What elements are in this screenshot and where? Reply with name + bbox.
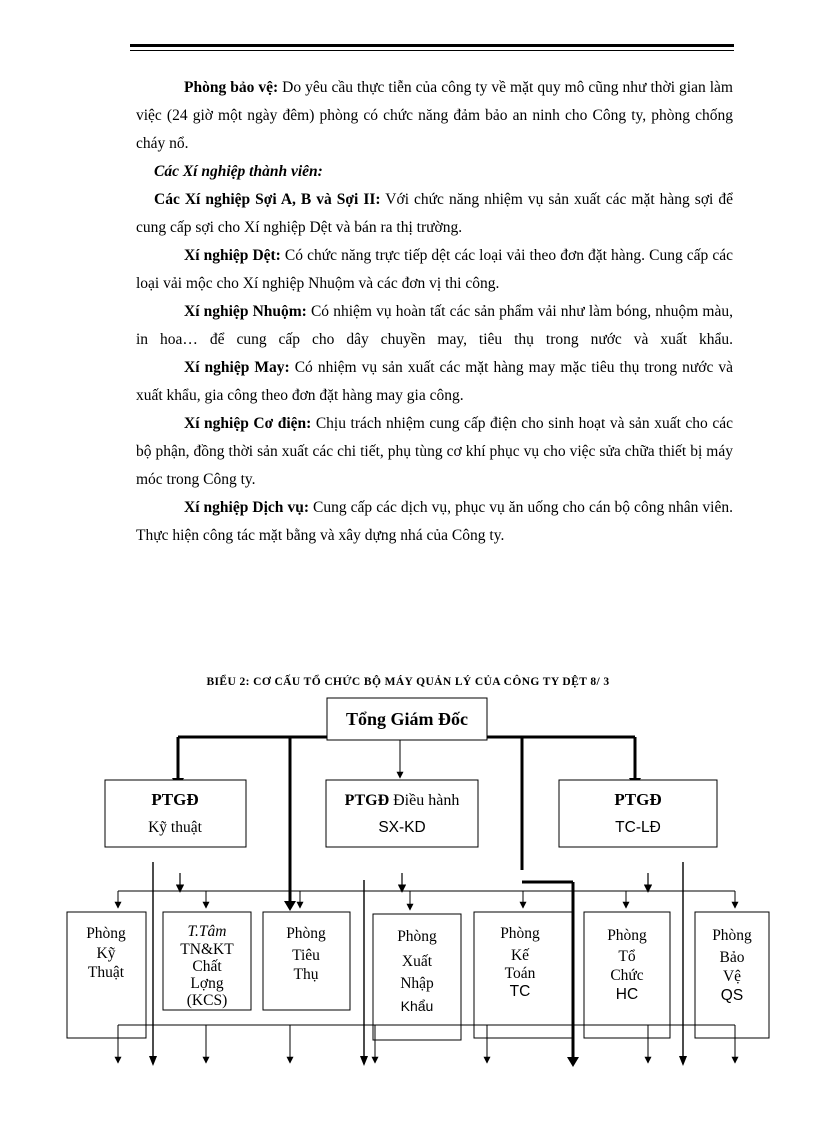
dept-line: Vệ [722,968,742,985]
deputy-finance-sub: TC-LĐ [615,819,661,836]
paragraph-xn-det: Xí nghiệp Dệt: Có chức năng trực tiếp dệt các loại vải theo đơn đặt hàng. Cung cấp các loại vải mộc cho Xí nghiệp Nhuộm và các đơn vị thi công. [136,247,734,292]
dept-line: QS [720,987,744,1004]
dept-line: Phòng [397,928,437,945]
dept-line: TC [509,983,531,1000]
chart-caption: BIỂU 2: CƠ CẤU TỔ CHỨC BỘ MÁY QUẢN LÝ CỦA CÔNG TY DỆT 8/ 3 [206,676,610,688]
paragraph-xn-soi: Các Xí nghiệp Sợi A, B và Sợi II: Với chức năng nhiệm vụ sản xuất các mặt hàng sợi để cung cấp sợi cho Xí nghiệp Dệt và bán ra thị trường. [136,191,733,236]
dept-line: Chất [192,958,222,975]
dept-line: Thuật [87,964,125,981]
dept-line: Nhập [400,975,434,992]
dept-line: (KCS) [186,992,228,1009]
dept-line: Lợng [190,975,224,992]
dept-line: Phòng [286,925,326,942]
dept-line: TN&KT [180,941,234,958]
deputy-operations-title: PTGĐ Điều hành [344,792,460,809]
dept-line: Phòng [607,927,647,944]
deputy-operations-sub: SX-KD [378,819,426,836]
paragraph-xn-dich-vu: Xí nghiệp Dịch vụ: Cung cấp các dịch vụ, phục vụ ăn uống cho cán bộ công nhân viên. Thực hiện công tác mặt bằng và xây dựng nhá của Công ty. [136,499,733,544]
deputy-technical-title: PTGĐ [151,790,199,809]
dept-line: Kế [510,947,530,964]
paragraph-phong-bao-ve: Phòng bảo vệ: Do yêu cầu thực tiễn của công ty về mặt quy mô cũng như thời gian làm việc (24 giờ một ngày đêm) phòng có chức năng đảm bảo an ninh cho Công ty, phòng chống cháy nổ. [136,79,733,152]
dept-line: Phòng [712,927,752,944]
paragraph-xn-may: Xí nghiệp May: Có nhiệm vụ sản xuất các mặt hàng may mặc tiêu thụ trong nước và xuất khẩu, gia công theo đơn đặt hàng may gia công. [136,359,733,404]
dept-line: Phòng [86,925,126,942]
paragraph-xn-co-dien: Xí nghiệp Cơ điện: Chịu trách nhiệm cung cấp điện cho sinh hoạt và sản xuất cho các bộ phận, đồng thời sản xuất các chi tiết, phụ tùng cơ khí phục vụ cho việc sửa chữa thiết bị máy móc trong Công ty. [136,415,733,488]
dept-line: HC [615,986,639,1003]
dept-line: Toán [504,965,536,982]
deputy-technical-sub: Kỹ thuật [148,819,202,836]
deputy-box-operations [326,780,478,847]
ceo-label: Tổng Giám Đốc [345,709,469,729]
dept-line: Xuất [401,953,433,970]
deputy-finance-title: PTGĐ [614,790,662,809]
dept-line: Khẩu [400,998,434,1014]
paragraph-xn-nhuom: Xí nghiệp Nhuộm: Có nhiệm vụ hoàn tất các sản phẩm vải như làm bóng, nhuộm màu, in hoa… để cung cấp cho dây chuyền may, tiêu thụ trong nước và xuất khẩu. [136,303,733,348]
dept-line: Kỹ [96,945,116,962]
dept-line: Phòng [500,925,540,942]
dept-line: Tổ [618,948,636,965]
dept-line: Thụ [293,966,319,983]
section-heading: Các Xí nghiệp thành viên: [154,163,323,180]
dept-line: T.Tâm [187,923,227,940]
dept-line: Chức [610,967,644,984]
dept-line: Tiêu [292,947,320,964]
dept-line: Bảo [719,949,745,966]
